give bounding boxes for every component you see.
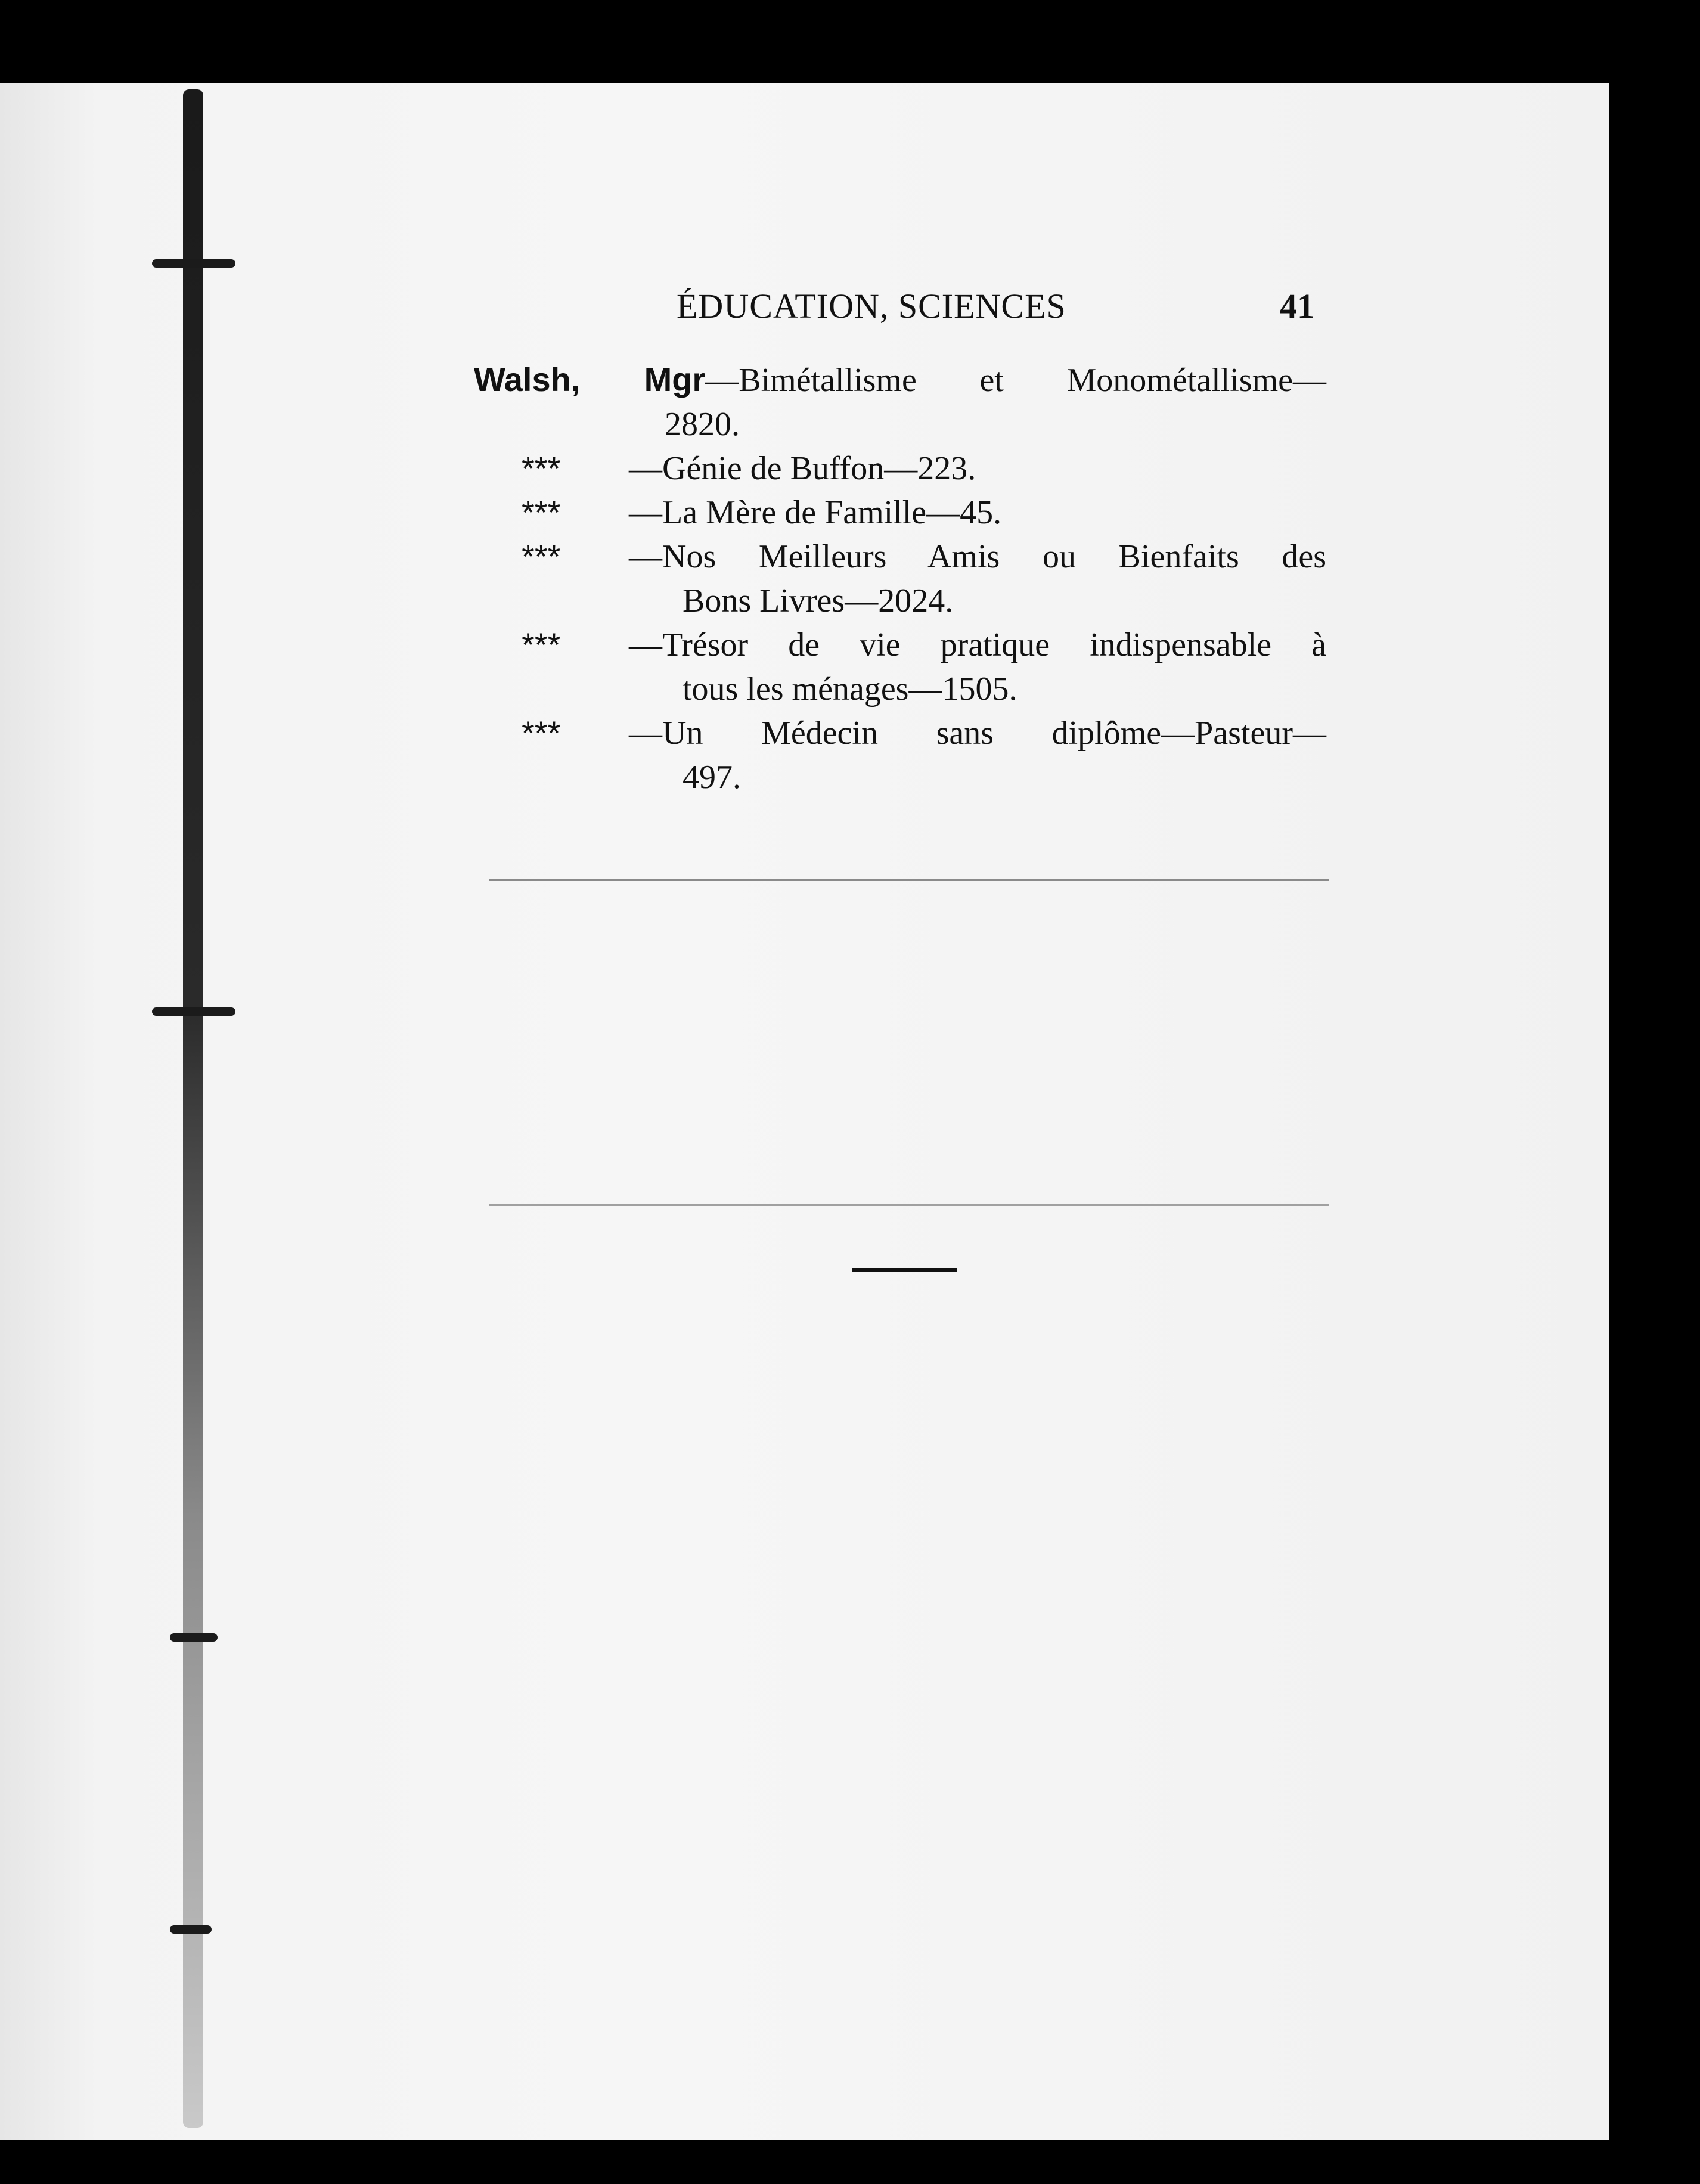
running-title: ÉDUCATION, SCIENCES: [677, 287, 1066, 325]
binding-stitch: [170, 1925, 212, 1934]
divider: [489, 879, 1329, 881]
list-item: [474, 711, 1326, 799]
anonymous-marker: ***: [522, 494, 561, 531]
binding-stitch: [152, 259, 235, 268]
entry-title: —Bimétallisme et Monométallisme—: [705, 362, 1326, 399]
entry-title: —Un Médecin sans diplôme—Pasteur—: [629, 715, 1326, 752]
entry-title: —Nos Meilleurs Amis ou Bienfaits des: [629, 538, 1326, 575]
entry-title-continuation: 497.: [683, 759, 741, 796]
page-number: 41: [1280, 287, 1314, 325]
running-head: [474, 280, 1326, 334]
list-item: [474, 446, 1326, 491]
binding-spine: [183, 89, 203, 2128]
anonymous-marker: ***: [522, 538, 561, 575]
entry-title: —La Mère de Famille—45.: [629, 494, 1002, 531]
anonymous-marker: ***: [522, 626, 561, 663]
anonymous-marker: ***: [522, 449, 561, 487]
entry-title-continuation: tous les ménages—1505.: [683, 671, 1017, 708]
entry-author-line: [474, 358, 1326, 402]
divider: [489, 1204, 1329, 1206]
bibliography-entries: [474, 358, 1326, 799]
page-binding: [152, 89, 235, 2128]
list-item: [474, 623, 1326, 711]
list-item: [474, 491, 1326, 535]
entry-title-continuation: 2820.: [665, 406, 740, 443]
entry-author: Walsh, Mgr: [474, 361, 706, 398]
entry-title-continuation: Bons Livres—2024.: [683, 582, 954, 619]
list-item: [474, 535, 1326, 623]
binding-stitch: [170, 1633, 218, 1642]
anonymous-marker: ***: [522, 714, 561, 752]
entry-title: —Trésor de vie pratique indispensable à: [629, 626, 1326, 663]
entry-title: —Génie de Buffon—223.: [629, 450, 976, 487]
page-content: [474, 280, 1326, 799]
end-rule: [852, 1268, 957, 1272]
binding-stitch: [152, 1007, 235, 1016]
